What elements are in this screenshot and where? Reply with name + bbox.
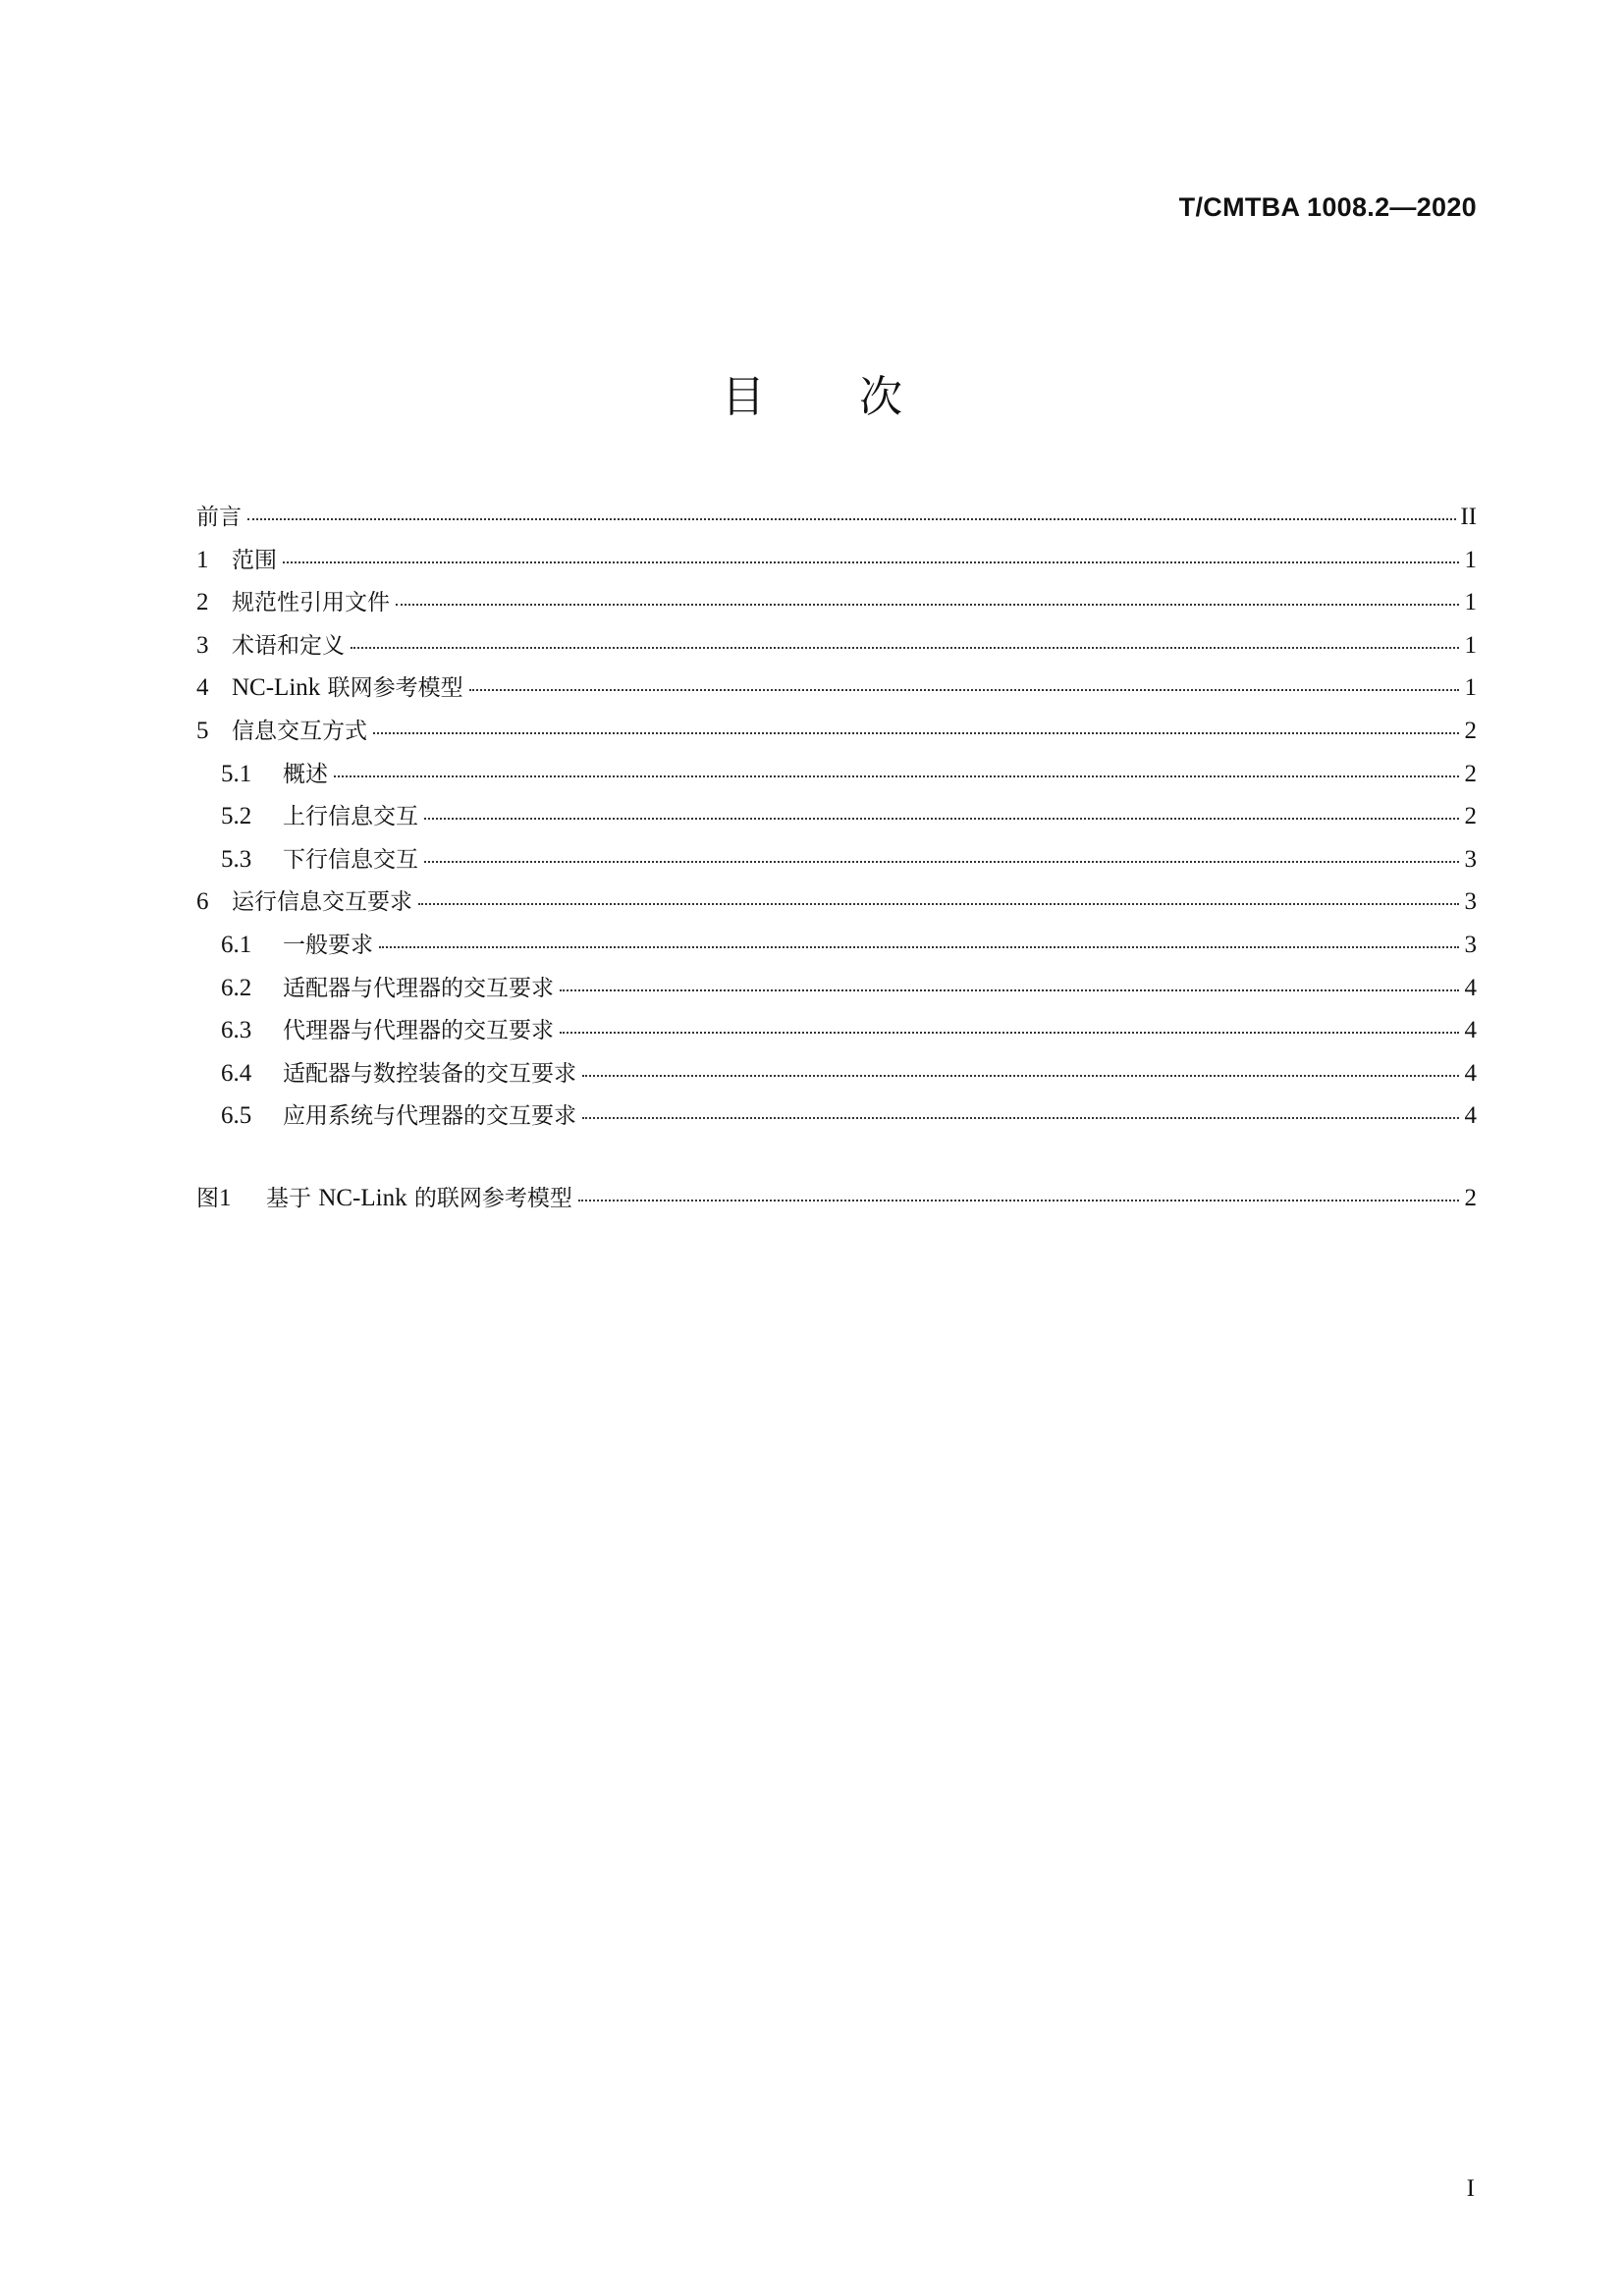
toc-entry-page: 2	[1464, 717, 1477, 744]
toc-entry-title-cjk: 联网参考模型	[320, 675, 463, 702]
dot-leader	[351, 647, 1459, 649]
dot-leader	[334, 775, 1459, 777]
toc-entry-number: 5	[196, 717, 209, 744]
toc-entry-number: 6.5	[221, 1102, 252, 1130]
dot-leader	[396, 604, 1459, 606]
toc-entry-page: 4	[1464, 1059, 1477, 1087]
toc-entry-number: 2	[196, 589, 209, 616]
toc-entry-title: 一般要求	[283, 932, 373, 958]
toc-entry-page: 4	[1464, 1102, 1477, 1130]
toc-entry-title: 规范性引用文件	[232, 590, 390, 616]
dot-leader	[424, 861, 1459, 863]
toc-entry-6-5[interactable]	[196, 1097, 1477, 1141]
toc-entry-6-2[interactable]	[196, 970, 1477, 1013]
dot-leader	[578, 1200, 1459, 1201]
dot-leader	[283, 561, 1459, 563]
toc-entry-title-latin: NC-Link	[232, 674, 321, 702]
page-title	[0, 361, 1624, 424]
toc-entry-title: 应用系统与代理器的交互要求	[283, 1103, 576, 1130]
figure-entry-title	[266, 1180, 572, 1212]
toc-entry-2[interactable]	[196, 584, 1477, 627]
toc-entry-number: 6	[196, 888, 209, 916]
toc-entry-title: 术语和定义	[232, 632, 345, 659]
toc-entry-title: 信息交互方式	[232, 718, 367, 744]
toc-entry-number: 6.3	[221, 1017, 252, 1044]
toc-entry-page: 3	[1464, 845, 1477, 873]
toc-entry-page: 1	[1464, 589, 1477, 616]
dot-leader	[247, 518, 1456, 520]
toc-entry-number: 6.4	[221, 1059, 252, 1087]
toc-entry-3[interactable]	[196, 627, 1477, 670]
dot-leader	[582, 1075, 1459, 1077]
toc-entry-6[interactable]	[196, 883, 1477, 927]
toc-entry-page: 1	[1464, 674, 1477, 702]
toc-entry-page: 4	[1464, 974, 1477, 1001]
toc-entry-1[interactable]	[196, 542, 1477, 585]
toc-entry-title: 概述	[283, 761, 328, 787]
toc-entry-4[interactable]	[196, 669, 1477, 713]
toc-entry-5-2[interactable]	[196, 798, 1477, 841]
toc-entry-5[interactable]	[196, 713, 1477, 756]
figure-entry-title-prefix: 基于	[266, 1186, 311, 1211]
dot-leader	[424, 818, 1459, 820]
figure-entry-page: 2	[1464, 1185, 1477, 1211]
toc-entry-5-1[interactable]	[196, 756, 1477, 799]
toc-entry-title: 上行信息交互	[283, 804, 418, 830]
toc-entry-page: 2	[1464, 803, 1477, 830]
toc-entry-title: 代理器与代理器的交互要求	[283, 1018, 554, 1044]
toc-entry-number: 6.1	[221, 931, 252, 958]
toc-entry-page: II	[1460, 504, 1477, 530]
toc-entry-title: 适配器与代理器的交互要求	[283, 975, 554, 1001]
figure-entry-number: 1	[219, 1185, 232, 1211]
toc-entry-number: 6.2	[221, 974, 252, 1001]
toc-entry-number: 5.3	[221, 845, 252, 873]
toc-entry-page: 4	[1464, 1017, 1477, 1044]
dot-leader	[379, 946, 1459, 948]
toc-entry-title: 适配器与数控装备的交互要求	[283, 1060, 576, 1087]
toc-entry-page: 2	[1464, 760, 1477, 787]
toc-entry-number: 4	[196, 674, 209, 702]
toc-entry-6-4[interactable]	[196, 1055, 1477, 1098]
figure-entry-1[interactable]	[196, 1180, 1477, 1223]
toc-entry-6-3[interactable]	[196, 1012, 1477, 1055]
toc-entry-number: 5.2	[221, 803, 252, 830]
dot-leader	[373, 732, 1459, 734]
toc-entry-page: 3	[1464, 931, 1477, 958]
page-title-char-2: 次	[859, 372, 902, 422]
dot-leader	[418, 903, 1459, 905]
toc-entry-title: 范围	[232, 547, 277, 573]
toc-entry-number: 1	[196, 546, 209, 573]
page-title-char-1: 目	[722, 372, 765, 422]
page-number: I	[1466, 2175, 1475, 2202]
dot-leader	[560, 1032, 1459, 1034]
toc-entry-title: 运行信息交互要求	[232, 889, 412, 916]
toc-entry-page: 3	[1464, 888, 1477, 916]
toc-entry-page: 1	[1464, 546, 1477, 573]
table-of-contents	[196, 499, 1477, 1141]
toc-entry-title: 下行信息交互	[283, 846, 418, 873]
dot-leader	[469, 689, 1459, 691]
figure-entry-label: 图	[196, 1186, 219, 1211]
toc-entry-5-3[interactable]	[196, 841, 1477, 884]
figure-list	[196, 1180, 1477, 1223]
toc-entry-foreword[interactable]	[196, 499, 1477, 542]
toc-entry-title: 前言	[196, 505, 242, 530]
toc-entry-title	[232, 669, 463, 702]
toc-entry-6-1[interactable]	[196, 927, 1477, 970]
document-code: T/CMTBA 1008.2—2020	[1178, 192, 1477, 222]
toc-entry-page: 1	[1464, 631, 1477, 659]
figure-entry-title-latin: NC-Link	[318, 1185, 407, 1211]
dot-leader	[560, 989, 1459, 991]
toc-entry-number: 3	[196, 631, 209, 659]
dot-leader	[582, 1117, 1459, 1119]
figure-entry-title-suffix: 的联网参考模型	[413, 1186, 572, 1211]
toc-entry-number: 5.1	[221, 760, 252, 787]
